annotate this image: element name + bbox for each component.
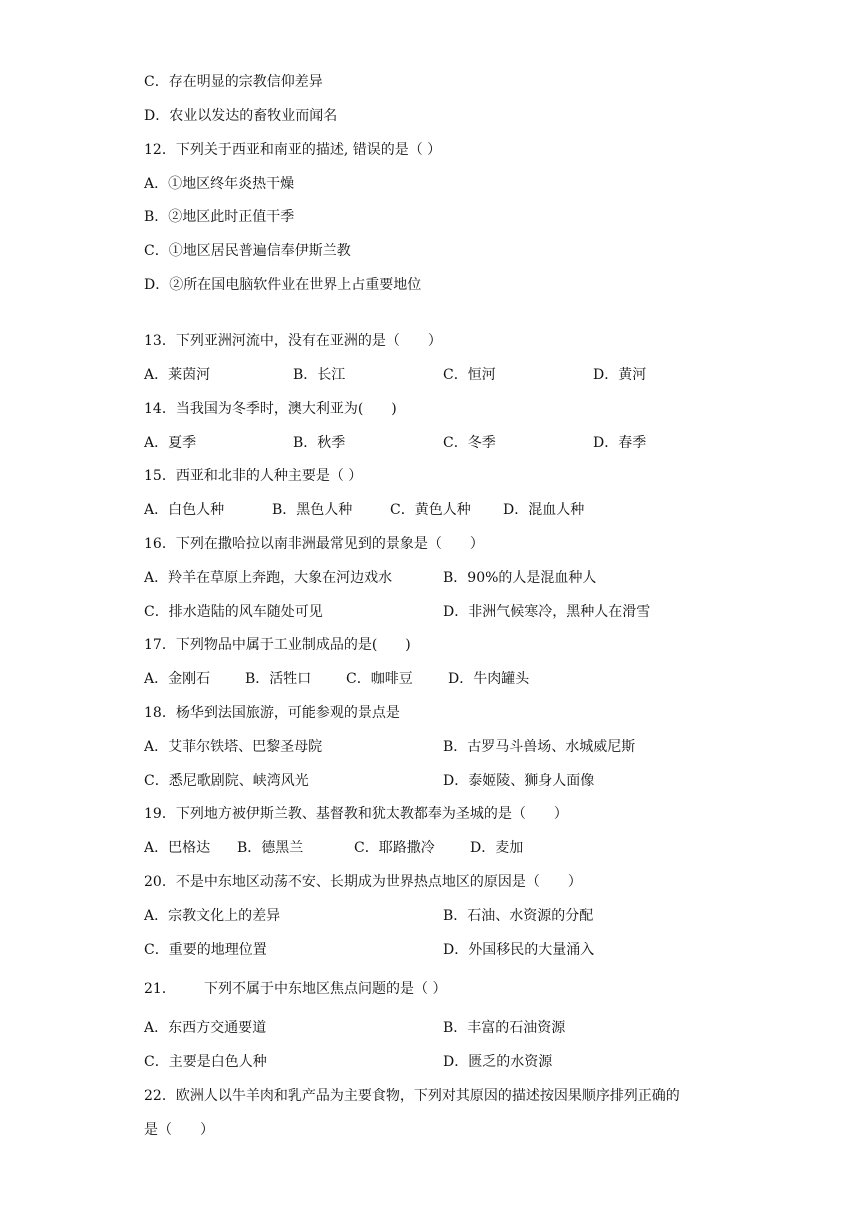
q19-option-a: A．巴格达 — [144, 840, 211, 856]
q21-option-d: D．匮乏的水资源 — [443, 1054, 553, 1070]
q20-option-c: C．重要的地理位置 — [144, 942, 267, 958]
q17-stem: 17．下列物品中属于工业制成品的是( ) — [144, 637, 411, 653]
q18-options-row1 — [0, 737, 860, 757]
q13-option-a: A．莱茵河 — [144, 367, 211, 383]
q16-stem: 16．下列在撒哈拉以南非洲最常见到的景象是（ ） — [144, 536, 484, 552]
q18-option-b: B．古罗马斗兽场、水城威尼斯 — [443, 739, 636, 755]
q17-option-d: D．牛肉罐头 — [448, 671, 530, 687]
q12-option-c: C．①地区居民普遍信奉伊斯兰教 — [144, 243, 351, 259]
q14-option-a: A．夏季 — [144, 435, 197, 451]
q13-options — [0, 365, 860, 385]
q14-options — [0, 433, 860, 453]
q19-stem: 19．下列地方被伊斯兰教、基督教和犹太教都奉为圣城的是（ ） — [144, 806, 568, 822]
q19-option-d: D．麦加 — [470, 840, 524, 856]
q21-options-row2 — [0, 1052, 860, 1072]
q14-stem: 14．当我国为冬季时，澳大利亚为( ) — [144, 401, 397, 417]
q14-option-b: B．秋季 — [293, 435, 346, 451]
q17-option-b: B．活牲口 — [245, 671, 312, 687]
q20-option-a: A．宗教文化上的差异 — [144, 908, 281, 924]
q12-option-a: A．①地区终年炎热干燥 — [144, 176, 295, 192]
q11-option-c: C．存在明显的宗教信仰差异 — [144, 74, 323, 90]
q12-option-b: B．②地区此时正值干季 — [144, 209, 295, 225]
q18-options-row2 — [0, 771, 860, 791]
q17-option-c: C．咖啡豆 — [346, 671, 413, 687]
q15-option-a: A．白色人种 — [144, 502, 225, 518]
q22-stem-line1: 22．欧洲人以牛羊肉和乳产品为主要食物，下列对其原因的描述按因果顺序排列正确的 — [144, 1088, 680, 1104]
q17-options — [0, 669, 860, 689]
q12-option-d: D．②所在国电脑软件业在世界上占重要地位 — [144, 277, 422, 293]
q19-options — [0, 838, 860, 858]
q17-option-a: A．金刚石 — [144, 671, 211, 687]
q20-option-b: B．石油、水资源的分配 — [443, 908, 594, 924]
q21-stem: 下列不属于中东地区焦点问题的是（ ） — [204, 981, 447, 997]
q16-option-c: C．排水造陆的风车随处可见 — [144, 604, 323, 620]
q13-option-b: B．长江 — [293, 367, 346, 383]
q15-stem: 15．西亚和北非的人种主要是（ ） — [144, 468, 363, 484]
q22-stem-line2: 是（ ） — [144, 1122, 214, 1138]
q15-option-c: C．黄色人种 — [390, 502, 471, 518]
q13-option-d: D．黄河 — [593, 367, 647, 383]
q20-stem: 20．不是中东地区动荡不安、长期成为世界热点地区的原因是（ ） — [144, 874, 582, 890]
q16-options-row1 — [0, 568, 860, 588]
q13-option-c: C．恒河 — [443, 367, 496, 383]
q18-option-d: D．泰姬陵、狮身人面像 — [443, 773, 595, 789]
q20-options-row1 — [0, 906, 860, 926]
q16-options-row2 — [0, 602, 860, 622]
q21-option-a: A．东西方交通要道 — [144, 1020, 267, 1036]
q21-options-row1 — [0, 1018, 860, 1038]
q18-option-a: A．艾菲尔铁塔、巴黎圣母院 — [144, 739, 323, 755]
q14-option-c: C．冬季 — [443, 435, 496, 451]
q18-option-c: C．悉尼歌剧院、峡湾风光 — [144, 773, 309, 789]
q21-option-b: B．丰富的石油资源 — [443, 1020, 566, 1036]
q19-option-b: B．德黑兰 — [237, 840, 304, 856]
q15-options — [0, 500, 860, 520]
q16-option-a: A．羚羊在草原上奔跑，大象在河边戏水 — [144, 570, 393, 586]
q16-option-d: D．非洲气候寒冷，黑种人在滑雪 — [443, 604, 651, 620]
q16-option-b: B．90%的人是混血种人 — [443, 570, 597, 586]
q20-options-row2 — [0, 940, 860, 960]
q15-option-d: D．混血人种 — [503, 502, 585, 518]
q13-stem: 13．下列亚洲河流中，没有在亚洲的是（ ） — [144, 333, 442, 349]
q14-option-d: D．春季 — [593, 435, 647, 451]
q21-number: 21． — [144, 981, 176, 997]
q18-stem: 18．杨华到法国旅游，可能参观的景点是 — [144, 705, 400, 721]
q12-stem: 12．下列关于西亚和南亚的描述, 错误的是（ ） — [144, 142, 442, 158]
q20-option-d: D．外国移民的大量涌入 — [443, 942, 595, 958]
q19-option-c: C．耶路撒冷 — [354, 840, 435, 856]
q21-stem-row — [0, 979, 860, 999]
q15-option-b: B．黑色人种 — [272, 502, 353, 518]
q21-option-c: C．主要是白色人种 — [144, 1054, 267, 1070]
q11-option-d: D．农业以发达的畜牧业而闻名 — [144, 108, 338, 124]
